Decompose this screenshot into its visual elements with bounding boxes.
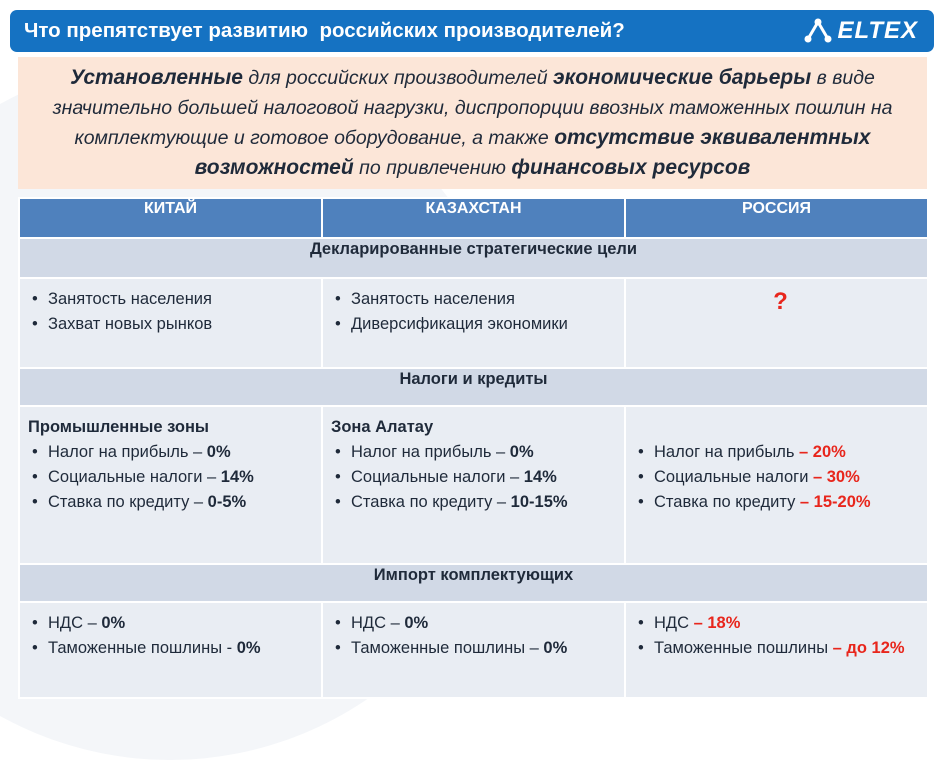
cell-subtitle: Зона Алатау xyxy=(331,418,434,436)
list-item: • Социальные налоги – 14% xyxy=(28,465,321,490)
china-taxes-cell xyxy=(19,406,322,564)
banner-part: по привлечению xyxy=(353,157,512,179)
list-item: • НДС – 0% xyxy=(28,611,321,636)
summary-banner xyxy=(18,57,927,189)
list-item: • НДС – 0% xyxy=(331,611,624,636)
banner-part: в виде значительно большей налоговой нагрузки, диспропорции ввозных таможенных пошлин на комплектующие и готовое оборудование, а также xyxy=(52,67,893,149)
list-item: • Ставка по кредиту – 15-20% xyxy=(634,490,927,515)
table-row xyxy=(19,406,928,564)
list-item: • Социальные налоги – 30% xyxy=(634,465,927,490)
list-item: • Налог на прибыль – 0% xyxy=(28,440,321,465)
question-mark: ? xyxy=(773,288,788,315)
china-import-cell xyxy=(19,602,322,698)
list-item: • Ставка по кредиту – 10-15% xyxy=(331,490,624,515)
banner-part: экономические барьеры xyxy=(552,66,812,89)
cell-subtitle: Промышленные зоны xyxy=(28,418,210,436)
table-row xyxy=(19,602,928,698)
list-item: • Захват новых рынков xyxy=(28,312,321,337)
section-row xyxy=(19,368,928,406)
list-item: • Налог на прибыль – 20% xyxy=(634,440,927,465)
banner-part: отсутствие эквивалентных возможностей xyxy=(194,126,871,179)
table-row xyxy=(19,278,928,368)
eltex-logo-mark-icon xyxy=(803,18,833,44)
column-header-russia: РОССИЯ xyxy=(625,198,928,238)
list-item: • Таможенные пошлины – до 12% xyxy=(634,636,927,661)
kazakhstan-goals-cell xyxy=(322,278,625,368)
china-goals-cell xyxy=(19,278,322,368)
section-title: Налоги и кредиты xyxy=(19,368,928,406)
list-item: • Диверсификация экономики xyxy=(331,312,624,337)
banner-part: финансовых ресурсов xyxy=(511,156,751,179)
list-item: • Налог на прибыль – 0% xyxy=(331,440,624,465)
comparison-table xyxy=(18,197,929,699)
eltex-logo xyxy=(803,18,918,44)
banner-part: для российских производителей xyxy=(243,67,553,89)
list-item: • Таможенные пошлины - 0% xyxy=(28,636,321,661)
list-item: • Таможенные пошлины – 0% xyxy=(331,636,624,661)
list-item: • Социальные налоги – 14% xyxy=(331,465,624,490)
section-row xyxy=(19,564,928,602)
list-item: • Занятость населения xyxy=(331,287,624,312)
section-title: Импорт комплектующих xyxy=(19,564,928,602)
logo-text: ELTEX xyxy=(837,17,918,44)
page-title: Что препятствует развитию российских производителей? xyxy=(24,19,625,42)
russia-taxes-cell xyxy=(625,406,928,564)
kazakhstan-taxes-cell xyxy=(322,406,625,564)
section-title: Декларированные стратегические цели xyxy=(19,238,928,278)
title-bar xyxy=(10,10,934,52)
russia-import-cell xyxy=(625,602,928,698)
column-header-china: КИТАЙ xyxy=(19,198,322,238)
column-header-kazakhstan: КАЗАХСТАН xyxy=(322,198,625,238)
banner-part: Установленные xyxy=(70,66,243,89)
kazakhstan-import-cell xyxy=(322,602,625,698)
list-item: • Занятость населения xyxy=(28,287,321,312)
russia-goals-cell xyxy=(625,278,928,368)
section-row xyxy=(19,238,928,278)
table-header-row xyxy=(19,198,928,238)
list-item: • Ставка по кредиту – 0-5% xyxy=(28,490,321,515)
list-item: • НДС – 18% xyxy=(634,611,927,636)
